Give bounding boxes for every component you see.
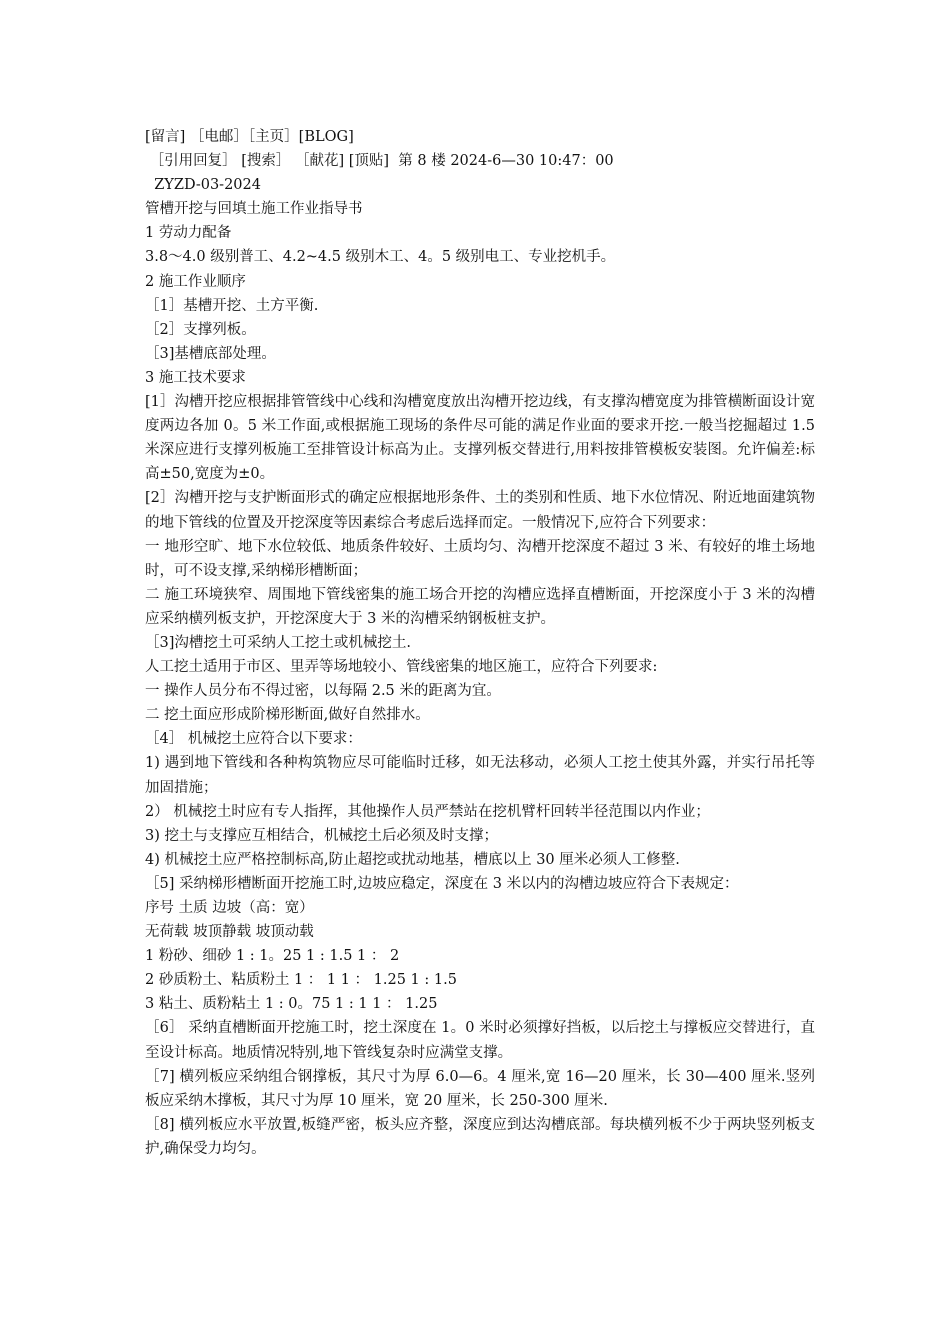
body-paragraph: ［3]基槽底部处理。 (145, 345, 276, 362)
body-paragraph: [1］沟槽开挖应根据排管管线中心线和沟槽宽度放出沟槽开挖边线，有支撑沟槽宽度为排管横断面设计宽度两边各加 0。5 米工作面,或根据施工现场的条件尽可能的满足作业面的要求开挖.一般当挖掘超过 1.5 米深应进行支撑列板施工至排管设计标高为止。支撑列板交替进行,用料按排管模板安装图。允许偏差:标高±50,宽度为±0。 (145, 394, 820, 483)
body-paragraph: 一 操作人员分布不得过密，以每隔 2.5 米的距离为宜。 (145, 683, 501, 700)
body-paragraph: 二 施工环境狭窄、周围地下管线密集的施工场合开挖的沟槽应选择直槽断面，开挖深度小于 3 米的沟槽应采纳横列板支护，开挖深度大于 3 米的沟槽采纳钢板桩支护。 (145, 586, 815, 627)
body-paragraph: 3.8～4.0 级别普工、4.2~4.5 级别木工、4。5 级别电工、专业挖机手。 (145, 249, 616, 266)
body-paragraph: 3) 挖土与支撑应互相结合，机械挖土后必须及时支撑； (145, 827, 498, 844)
document-page (145, 125, 820, 1161)
body-paragraph: ［2］支撑列板。 (145, 321, 256, 338)
body-paragraph: 人工挖土适用于市区、里弄等场地较小、管线密集的地区施工，应符合下列要求: (145, 659, 658, 676)
body-paragraph: 4) 机械挖土应严格控制标高,防止超挖或扰动地基，槽底以上 30 厘米必须人工修整. (145, 851, 680, 868)
body-paragraph: [2］沟槽开挖与支护断面形式的确定应根据地形条件、土的类别和性质、地下水位情况、附近地面建筑物的地下管线的位置及开挖深度等因素综合考虑后选择而定。一般情况下,应符合下列要求： (145, 490, 815, 531)
body-paragraph: ［3]沟槽挖土可采纳人工挖土或机械挖土. (145, 634, 411, 651)
body-paragraph: 1 劳动力配备 (145, 225, 232, 242)
body-paragraph: 2 砂质粉土、粘质粉土 1 ： 1 1 ： 1.25 1 : 1.5 (145, 972, 457, 989)
body-paragraph: 一 地形空旷、地下水位较低、地质条件较好、土质均匀、沟槽开挖深度不超过 3 米、有较好的堆土场地时，可不设支撑,采纳梯形槽断面； (145, 538, 815, 579)
body-paragraph: 1 粉砂、细砂 1 : 1。25 1 : 1.5 1 ： 2 (145, 948, 400, 965)
body-paragraph: ［1］基槽开挖、土方平衡. (145, 297, 319, 314)
body-paragraph: ［8] 横列板应水平放置,板缝严密，板头应齐整，深度应到达沟槽底部。每块横列板不少于两块竖列板支护,确保受力均匀。 (145, 1116, 815, 1157)
body-paragraph: 二 挖土面应形成阶梯形断面,做好自然排水。 (145, 707, 430, 724)
document-body (145, 221, 820, 1161)
body-paragraph: ［5] 采纳梯形槽断面开挖施工时,边坡应稳定，深度在 3 米以内的沟槽边坡应符合下表规定： (145, 875, 739, 892)
body-paragraph: 3 粘土、质粉粘土 1 : 0。75 1 : 1 1 ： 1.25 (145, 996, 438, 1013)
body-paragraph: 3 施工技术要求 (145, 369, 246, 386)
document-code: ZYZD-03-2024 (145, 177, 261, 194)
header-post-meta[interactable]: ［引用回复］ [搜索］ ［献花] [顶贴] 第 8 楼 2024-6—30 10:47：00 (145, 153, 614, 170)
body-paragraph: 1) 遇到地下管线和各种构筑物应尽可能临时迁移，如无法移动，必须人工挖土使其外露，并实行吊托等加固措施； (145, 755, 815, 796)
body-paragraph: 序号 土质 边坡（高：宽） (145, 900, 314, 916)
header-nav-links[interactable]: [留言] ［电邮］［主页］[BLOG] (145, 129, 354, 145)
body-paragraph: 无荷载 坡顶静载 坡顶动载 (145, 924, 314, 941)
document-title: 管槽开挖与回填土施工作业指导书 (145, 201, 363, 218)
body-paragraph: 2） 机械挖土时应有专人指挥，其他操作人员严禁站在挖机臂杆回转半径范围以内作业； (145, 803, 710, 820)
body-paragraph: 2 施工作业顺序 (145, 273, 246, 290)
body-paragraph: ［7] 横列板应采纳组合钢撑板，其尺寸为厚 6.0—6。4 厘米,宽 16—20 厘米，长 30—400 厘米.竖列板应采纳木撑板，其尺寸为厚 10 厘米，宽 20 厘米，长 250-300 厘米. (145, 1068, 815, 1109)
body-paragraph: ［6］ 采纳直槽断面开挖施工时，挖土深度在 1。0 米时必须撑好挡板，以后挖土与撑板应交替进行，直至设计标高。地质情况特别,地下管线复杂时应满堂支撑。 (145, 1020, 815, 1061)
body-paragraph: ［4］ 机械挖土应符合以下要求： (145, 731, 362, 748)
